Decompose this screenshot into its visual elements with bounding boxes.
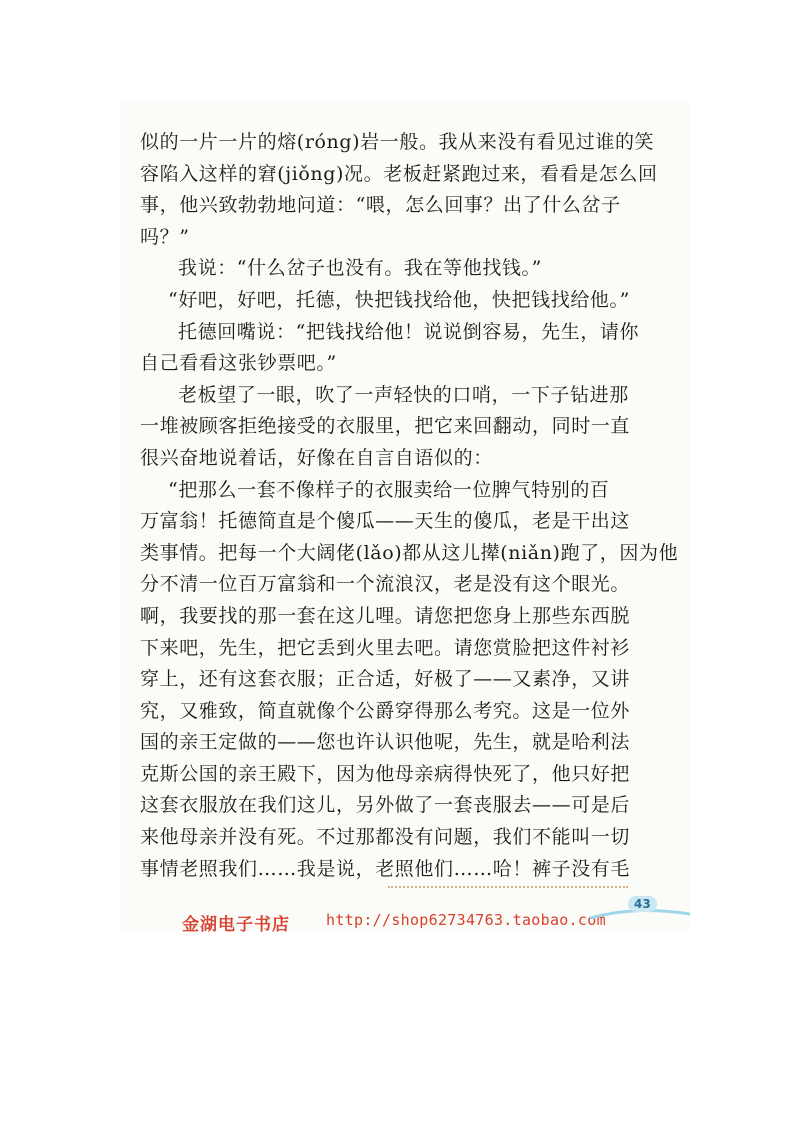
text-line: 来他母亲并没有死。不过那都没有问题，我们不能叫一切: [140, 826, 631, 849]
text-line: 容陷入这样的窘(jiǒng)况。老板赶紧跑过来，看看是怎么回: [140, 162, 658, 185]
text-line: 托德回嘴说：“把钱找给他！说说倒容易，先生，请你: [178, 320, 640, 343]
text-line: 很兴奋地说着话，好像在自言自语似的：: [140, 446, 493, 469]
text-line: 事情老照我们……我是说，老照他们……哈！裤子没有毛: [140, 857, 631, 880]
text-line: 这套衣服放在我们这儿，另外做了一套丧服去——可是后: [140, 794, 631, 817]
page-number: 43: [628, 896, 657, 912]
story-text: [140, 127, 679, 885]
text-line: “好吧，好吧，托德，快把钱找给他，快把钱找给他。”: [168, 288, 630, 311]
text-line: 究，又雅致，简直就像个公爵穿得那么考究。这是一位外: [140, 699, 631, 722]
text-line: 分不清一位百万富翁和一个流浪汉，老是没有这个眼光。: [140, 573, 631, 596]
text-line: 类事情。把每一个大阔佬(lǎo)都从这儿撵(niǎn)跑了，因为他: [140, 541, 679, 564]
text-line: 我说：“什么岔子也没有。我在等他找钱。”: [178, 257, 542, 280]
text-line: 万富翁！托德简直是个傻瓜——天生的傻瓜，老是干出这: [140, 510, 631, 533]
text-line: 老板望了一眼，吹了一声轻快的口哨，一下子钻进那: [178, 383, 629, 406]
text-line: 自己看看这张钞票吧。”: [140, 352, 337, 375]
shop-url: http://shop62734763.taobao.com: [326, 911, 606, 929]
text-line: 事，他兴致勃勃地问道：“喂，怎么回事？出了什么岔子: [140, 194, 621, 217]
text-line: 穿上，还有这套衣服；正合适，好极了——又素净，又讲: [140, 668, 631, 691]
text-line: 下来吧，先生，把它丢到火里去吧。请您赏脸把这件衬衫: [140, 636, 631, 659]
text-line: 吗？”: [140, 225, 190, 248]
text-line: 一堆被顾客拒绝接受的衣服里，把它来回翻动，同时一直: [140, 415, 631, 438]
text-line: 国的亲王定做的——您也许认识他呢，先生，就是哈利法: [140, 731, 631, 754]
text-line: “把那么一套不像样子的衣服卖给一位脾气特别的百: [168, 478, 610, 501]
shop-name: 金湖电子书店: [182, 915, 290, 935]
text-line: 啊，我要找的那一套在这儿哩。请您把您身上那些东西脱: [140, 604, 631, 627]
dotted-divider: [388, 886, 628, 888]
page-footer: [160, 897, 688, 935]
text-line: 似的一片一片的熔(róng)岩一般。我从来没有看见过谁的笑: [140, 131, 655, 153]
text-line: 克斯公国的亲王殿下，因为他母亲病得快死了，他只好把: [140, 762, 631, 785]
